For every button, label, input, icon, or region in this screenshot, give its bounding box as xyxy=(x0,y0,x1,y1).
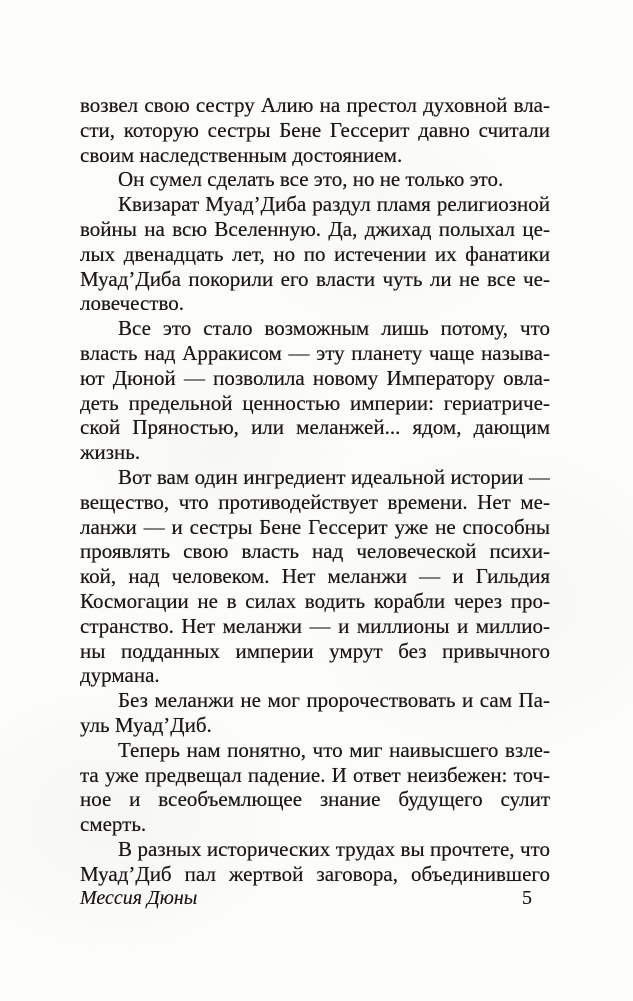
text-line: Муад’Диба покорили его власти чуть ли не все че- xyxy=(80,266,550,291)
text-line: проявлять свою власть над человеческой психи- xyxy=(80,539,550,564)
page-text xyxy=(80,93,550,887)
text-line: сти, которую сестры Бене Гессерит давно считали xyxy=(80,117,550,142)
paragraph xyxy=(80,738,550,837)
text-line: В разных исторических трудах вы прочтете, что xyxy=(118,836,550,861)
running-title: Мессия Дюны xyxy=(80,887,198,909)
text-line: Теперь нам понятно, что миг наивысшего взле- xyxy=(118,737,550,762)
paragraph xyxy=(80,837,550,887)
text-line: странство. Нет меланжи — и миллионы и миллио- xyxy=(80,613,550,638)
text-line: своим наследственным достоянием. xyxy=(80,142,403,167)
text-line: возвел свою сестру Алию на престол духовной вла- xyxy=(80,93,550,117)
text-line: смерть. xyxy=(80,812,147,837)
page-footer xyxy=(80,886,550,910)
text-line: войны на всю Вселенную. Да, джихад полыхал це- xyxy=(80,216,550,241)
paragraph xyxy=(80,167,550,192)
text-line: Квизарат Муад’Диба раздул пламя религиозной xyxy=(118,192,550,217)
text-line: ланжи — и сестры Бене Гессерит уже не способны xyxy=(80,514,550,539)
text-line: кой, над человеком. Нет меланжи — и Гильдия xyxy=(80,564,550,589)
text-line: жизнь. xyxy=(80,440,141,465)
paragraph xyxy=(80,688,550,738)
text-line: власть над Арракисом — эту планету чаще называ- xyxy=(80,340,550,365)
text-line: ны подданных империи умрут без привычного xyxy=(80,638,550,663)
paragraph xyxy=(80,316,550,465)
text-line: ное и всеобъемлющее знание будущего сулит xyxy=(80,787,550,812)
text-line: уль Муад’Диб. xyxy=(80,712,212,737)
page-number: 5 xyxy=(522,887,532,909)
text-line: ют Дюной — позволила новому Императору овла- xyxy=(80,365,550,390)
text-line: лых двенадцать лет, но по истечении их фанатики xyxy=(80,241,550,266)
text-line: ловечество. xyxy=(80,291,184,316)
text-line: Муад’Диб пал жертвой заговора, объединившего xyxy=(80,861,550,886)
text-line: Все это стало возможным лишь потому, что xyxy=(118,316,550,341)
paragraph xyxy=(80,93,550,167)
text-line: деть предельной ценностью империи: гериатриче- xyxy=(80,390,550,415)
text-line: Космогации не в силах водить корабли через про- xyxy=(80,588,550,613)
text-line: вещество, что противодействует времени. Нет ме- xyxy=(80,489,550,514)
text-line: Вот вам один ингредиент идеальной истории — xyxy=(118,464,550,489)
text-line: Без меланжи не мог пророчествовать и сам Па- xyxy=(118,688,550,713)
text-line: дурмана. xyxy=(80,663,160,688)
text-line: Он сумел сделать все это, но не только это. xyxy=(118,167,504,192)
paragraph xyxy=(80,465,550,688)
text-line: ской Пряностью, или меланжей... ядом, дающим xyxy=(80,415,550,440)
text-line: та уже предвещал падение. И ответ неизбежен: точ- xyxy=(80,762,550,787)
paragraph xyxy=(80,192,550,316)
